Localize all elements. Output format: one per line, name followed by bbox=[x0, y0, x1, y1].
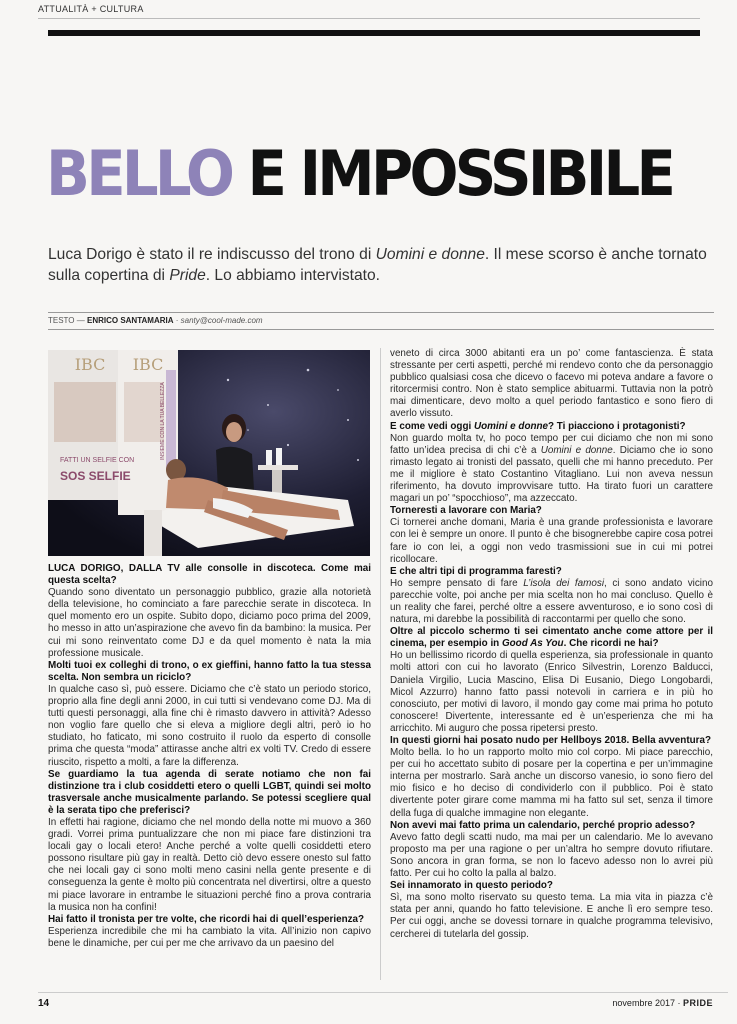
answer-text: Ho sempre pensato di fare bbox=[390, 577, 524, 589]
answer: Sì, ma sono molto riservato su questo tema. La mia vita in piazza c’è stata per anni, quando ho fatto televisione. E anche lì ero sempre teso. Per cui oggi, anche se dovessi tornare in qualche programma televisivo, cercherei di tutelarla del gossip. bbox=[390, 892, 713, 940]
answer-text: Non guardo molta tv, ho poco tempo per cui diciamo che non mi sono fatto un’idea precisa di chi c’è a bbox=[390, 432, 713, 456]
answer: Ci tornerei anche domani, Maria è una grande professionista e lavorare con lei è sempre un onore. Il punto è che bisognerebbe capire cosa potrei fare io con lei, a oggi non vedo trasmissioni sue in cui mi potrei ricollocare. bbox=[390, 517, 713, 565]
article-photo bbox=[48, 350, 370, 556]
question: Non avevi mai fatto prima un calendario, perché proprio adesso? bbox=[390, 819, 696, 831]
banner-side-text: INSIEME CON LA TUA BELLEZZA bbox=[160, 382, 166, 460]
question-text: Oltre al piccolo schermo ti sei cimentato anche come attore per il cinema, per esempio in bbox=[390, 626, 713, 650]
standfirst-magazine: Pride bbox=[169, 267, 206, 284]
answer: Ho un bellissimo ricordo di quella esperienza, sia professionale in quanto molti attori con cui ho lavorato (Enrico Silvestrin, Lorenzo Balducci, Daniela Virgilio, Lucia Mascino, Elisa Di Eusanio, Diego Longobardi, Micol Azzurro) hanno fatto passi notevoli in carriera e in più ho conosciuto, per motivi di lavoro, il mondo gay come mai prima ho potuto conoscere! Divertente, interessante ed è un’esperienza che mi ha arricchito. Mi auguro che possa ripetersi presto. bbox=[390, 650, 713, 734]
answer-show: Uomini e donne bbox=[540, 444, 613, 456]
answer: Quando sono diventato un personaggio pubblico, grazie alla notorietà della televisione, ho cominciato a fare parecchie serate in discoteca. In quel momento ero un ospite. Subito dopo, diciamo poco prima del 2009, ho messo in atto un’aspirazione che avevo fin da bambino: la musica. Per cui mi sono reinventato come DJ e da quel momento è nata la mia professione musicale. bbox=[48, 587, 371, 659]
standfirst bbox=[48, 244, 714, 286]
answer: Molto bella. Io ho un rapporto molto mio col corpo. Mi piace parecchio, per cui ho accettato subito di posare per la copertina e per un’immagine interna per mostrarlo. Sarà anche un discorso vanesio, io sono fiero del mio fisico e ho deciso di condividerlo con il pubblico. Poi è stato divertente poter girare come mamma mi ha fatto sul set, senza il timore della fuga di qualche immagine non elegante. bbox=[390, 747, 713, 819]
magazine-name: PRIDE bbox=[682, 998, 713, 1008]
question bbox=[390, 626, 713, 650]
answer: Esperienza incredibile che mi ha cambiato la vita. All’inizio non capivo bene le dinamiche, per cui per me che arrivavo da un paesino del bbox=[48, 925, 371, 949]
answer-text: . Diciamo che io sono rimasto legato ai tronisti del passato, quelli che mi hanno preceduto. Per me il migliore è stato Costantino Vitagliano. Lui non aveva nessun riferimento, ha dovuto improvvisare tutto. Ha tirato fuori un carattere magari un po’ “spocchioso”, ma azzeccato. bbox=[390, 444, 713, 505]
standfirst-text: . Il mese scorso è anche tornato sulla copertina di bbox=[48, 246, 707, 284]
standfirst-show: Uomini e donne bbox=[375, 246, 485, 263]
question: E che altri tipi di programma faresti? bbox=[390, 565, 562, 577]
question-text: E come vedi oggi bbox=[390, 420, 474, 432]
answer-show: L’isola dei famosi bbox=[523, 577, 605, 589]
footer-issue bbox=[612, 998, 713, 1008]
banner-brand-left: IBC bbox=[74, 355, 106, 374]
answer: veneto di circa 3000 abitanti era un po’ come fantascienza. È stata stressante per certi aspetti, perché mi rendevo conto che da personaggio pubblico qualsiasi cosa che dicevo o facevo mi poteva andare a favore o ritorcermisi contro. Non è stato semplice abituarmi. Tuttavia non la potrò mai dimenticare, devo molto a quel periodo fantastico e sono fiero di averlo vissuto. bbox=[390, 348, 713, 420]
banner-text-1: FATTI UN SELFIE CON bbox=[60, 457, 135, 464]
section-label: ATTUALITÀ + CULTURA bbox=[38, 4, 144, 14]
standfirst-text: Luca Dorigo è stato il re indiscusso del trono di bbox=[48, 246, 376, 263]
answer-text: , ci sono andato vicino parecchie volte, poi anche per mia scelta non ho mai concluso. Quello è un reality che farei, perché oltre a essere avventuroso, e io sono così di natura, mi darebbe la possibilità di raccontarmi per quello che sono. bbox=[390, 577, 713, 626]
byline-email[interactable]: · santy@cool-made.com bbox=[175, 316, 263, 325]
credit-rule bbox=[48, 312, 714, 313]
question: Sei innamorato in questo periodo? bbox=[390, 880, 553, 892]
footer-rule bbox=[38, 992, 728, 993]
article-column-left bbox=[48, 563, 371, 950]
top-bar bbox=[48, 30, 700, 36]
byline-author: ENRICO SANTAMARIA bbox=[86, 316, 174, 325]
byline-label: TESTO — bbox=[48, 316, 85, 325]
column-divider bbox=[380, 348, 381, 980]
page-number: 14 bbox=[38, 998, 50, 1009]
question: Torneresti a lavorare con Maria? bbox=[390, 505, 542, 517]
photo-illustration bbox=[48, 350, 370, 556]
answer bbox=[390, 578, 713, 626]
answer bbox=[390, 433, 713, 506]
question: In questi giorni hai posato nudo per Hellboys 2018. Bella avventura? bbox=[390, 735, 712, 746]
question: Hai fatto il tronista per tre volte, che ricordi hai di quell’esperienza? bbox=[48, 913, 365, 925]
answer: Avevo fatto degli scatti nudo, ma mai per un calendario. Me lo avevano proposto ma per una ragione o per un’altra ho sempre dovuto rifiutare. Sono ancora in gran forma, se non lo facevo adesso non lo avrei più fatto. Per cui ho colto la palla al balzo. bbox=[390, 831, 713, 880]
question-show: Uomini e donne bbox=[473, 420, 549, 432]
question bbox=[390, 421, 713, 433]
headline-part-2: E IMPOSSIBILE bbox=[247, 137, 673, 210]
answer: In qualche caso sì, può essere. Diciamo che c’è stato un periodo storico, proprio alla fine degli anni 2000, in cui tutti si vendevano come DJ. Ma di tutti questi personaggi, alla fine chi è rimasto davvero in attività? Adesso non voglio fare quello che si eleva a migliore degli altri, però io ho studiato, ho faticato, mi sono costruito il ruolo da esperto di consolle prima che questa “moda” attirasse anche altri ex volti TV. Credo di essere riuscito, rispetto a molti, a fare la differenza. bbox=[48, 683, 371, 768]
question-text: . Che ricordi ne hai? bbox=[563, 638, 659, 650]
byline bbox=[48, 316, 263, 325]
question: LUCA DORIGO, DALLA TV alle consolle in discoteca. Come mai questa scelta? bbox=[48, 563, 371, 587]
banner-text-2: SOS SELFIE bbox=[60, 469, 131, 483]
answer: In effetti hai ragione, diciamo che nel mondo della notte mi muovo a 360 gradi. Vorrei prima puntualizzare che non mi piace fare distinzioni tra locali gay o locali etero! Anche perché a volte quelli cosiddetti etero possono risultare più gay in realtà. Detto ciò devo essere onesto sul fatto che nei locali gay ci sono molti meno casini nella gente presente e di conseguenza la gente è molto più concentrata nel divertirsi, oltre a questo mi piace lavorare in entrambe le situazioni perché fino a prova contraria la musica non ha confini! bbox=[48, 816, 371, 913]
question: Molti tuoi ex colleghi di trono, o ex gieffini, hanno fatto la tua stessa scelta. Non sembra un riciclo? bbox=[48, 659, 371, 683]
credit-rule bbox=[48, 329, 714, 330]
article-column-right bbox=[390, 348, 713, 941]
banner-brand-right: IBC bbox=[132, 355, 164, 374]
issue-date: novembre 2017 · bbox=[612, 998, 681, 1008]
headline bbox=[46, 137, 673, 210]
question: Se guardiamo la tua agenda di serate notiamo che non fai distinzione tra i club cosiddetti etero o quelli LGBT, quindi sei molto trasversale anche musicalmente parlando. Se potessi scegliere qual è la serata tipo che preferisci? bbox=[48, 768, 371, 816]
top-rule bbox=[38, 18, 700, 19]
question-film: Good As You bbox=[501, 638, 564, 650]
standfirst-text: . Lo abbiamo intervistato. bbox=[205, 267, 380, 284]
headline-part-1: BELLO bbox=[46, 137, 232, 210]
question-text: ? Ti piacciono i protagonisti? bbox=[548, 420, 686, 432]
